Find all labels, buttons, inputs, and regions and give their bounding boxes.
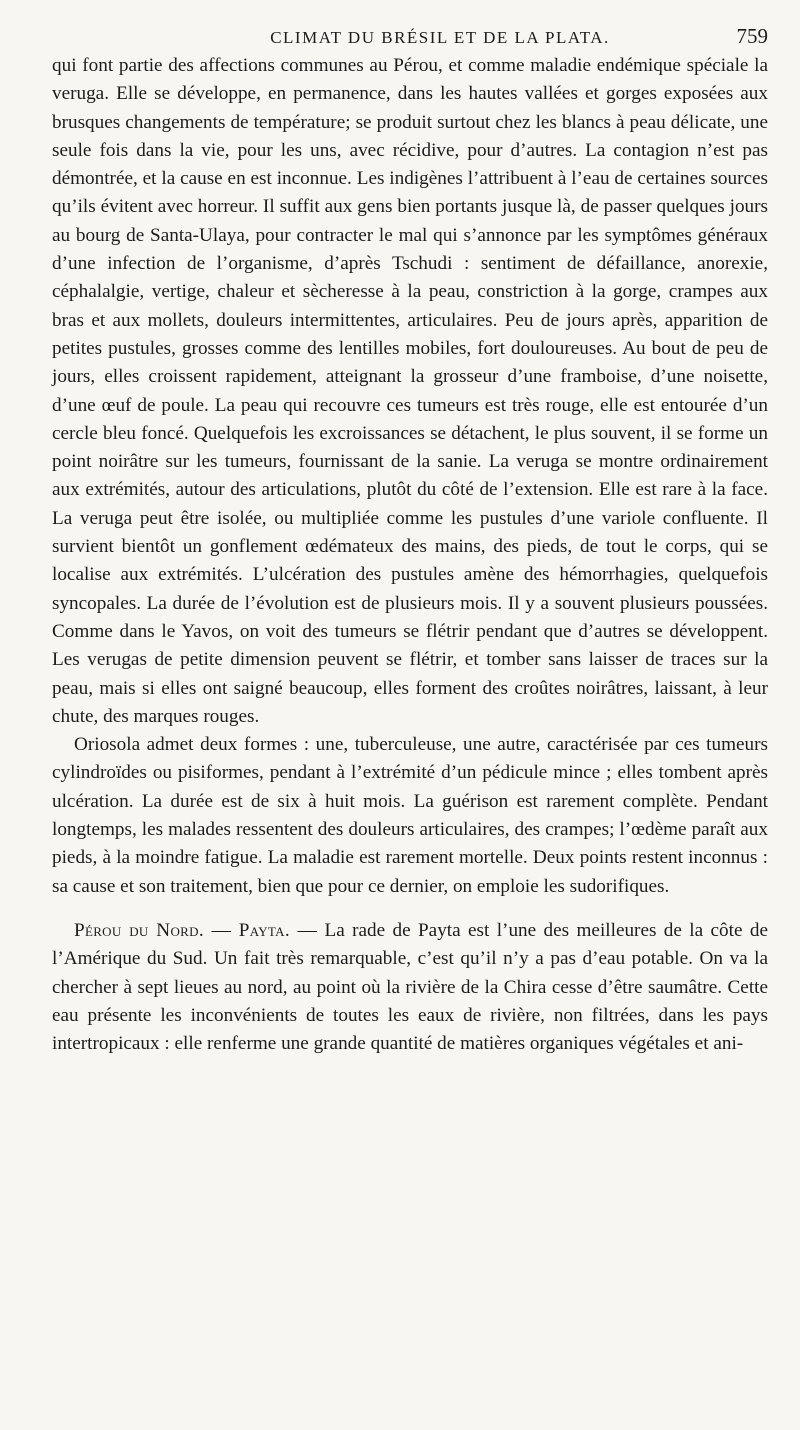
running-title: CLIMAT DU BRÉSIL ET DE LA PLATA. (270, 28, 610, 47)
body-text (52, 52, 768, 1058)
section-heading: Pérou du Nord. — Payta. — (74, 919, 318, 941)
page-number: 759 (736, 24, 768, 48)
book-page (52, 16, 768, 1058)
paragraph-oriosola: Oriosola admet deux formes : une, tuberculeuse, une autre, caractérisée par ces tumeurs cylindroïdes ou pisiformes, pendant à l’extrémité d’un pédicule mince ; elles tombent après ulcération. La durée est de six à huit mois. La guérison est rarement complète. Pendant longtemps, les malades ressentent des douleurs articulaires, des crampes; l’œdème paraît aux pieds, à la moindre fatigue. La maladie est rarement mortelle. Deux points restent inconnus : sa cause et son traitement, bien que pour ce dernier, on emploie les sudorifiques. (52, 734, 768, 897)
running-header (52, 16, 768, 52)
paragraph-payta (52, 917, 768, 1058)
paragraph-veruga-description: qui font partie des affections communes au Pérou, et comme maladie endémique spéciale la veruga. Elle se développe, en permanence, dans les hautes vallées et gorges exposées aux brusques changements de température; se produit surtout chez les blancs à peau délicate, une seule fois dans la vie, pour les uns, avec récidive, pour d’autres. La contagion n’est pas démontrée, et la cause en est inconnue. Les indigènes l’attribuent à l’eau de certaines sources qu’ils évitent avec horreur. Il suffit aux gens bien portants jusque là, de passer quelques jours au bourg de Santa-Ulaya, pour contracter le mal qui s’annonce par les symptômes généraux d’une infection de l’organisme, d’après Tschudi : sentiment de défaillance, anorexie, céphalalgie, vertige, chaleur et sècheresse à la peau, constriction à la gorge, crampes aux bras et aux mollets, douleurs intermittentes, articulaires. Peu de jours après, apparition de petites pustules, grosses comme des lentilles mobiles, fort douloureuses. Au bout de peu de jours, elles croissent rapidement, atteignant la grosseur d’une framboise, d’une noisette, d’une œuf de poule. La peau qui recouvre ces tumeurs est très rouge, elle est entourée d’un cercle bleu foncé. Quelquefois les excroissances se détachent, le plus souvent, il se forme un point noirâtre sur les tumeurs, fournissant de la sanie. La veruga se montre ordinairement aux extrémités, autour des articulations, plutôt du côté de l’extension. Elle est rare à la face. La veruga peut être isolée, ou multipliée comme les pustules d’une variole confluente. Il survient bientôt un gonflement œdémateux des mains, des pieds, de tout le corps, qui se localise aux extrémités. L’ulcération des pustules amène des hémorrhagies, quelquefois syncopales. La durée de l’évolution est de plusieurs mois. Il y a souvent plusieurs poussées. Comme dans le Yavos, on voit des tumeurs se flétrir pendant que d’autres se développent. Les verugas de petite dimension peuvent se flétrir, et tomber sans laisser de traces sur la peau, mais si elles ont saigné beaucoup, elles forment des croûtes noirâtres, laissant, à leur chute, des marques rouges. (52, 55, 768, 727)
paragraph-payta-text: La rade de Payta est l’une des meilleures de la côte de l’Amérique du Sud. Un fait très remarquable, c’est qu’il n’y a pas d’eau potable. On va la chercher à sept lieues au nord, au point où la rivière de la Chira cesse d’être saumâtre. Cette eau présente les inconvénients de toutes les eaux de rivière, non filtrées, dans les pays intertropicaux : elle renferme une grande quantité de matières organiques végétales et ani- (52, 919, 768, 1055)
